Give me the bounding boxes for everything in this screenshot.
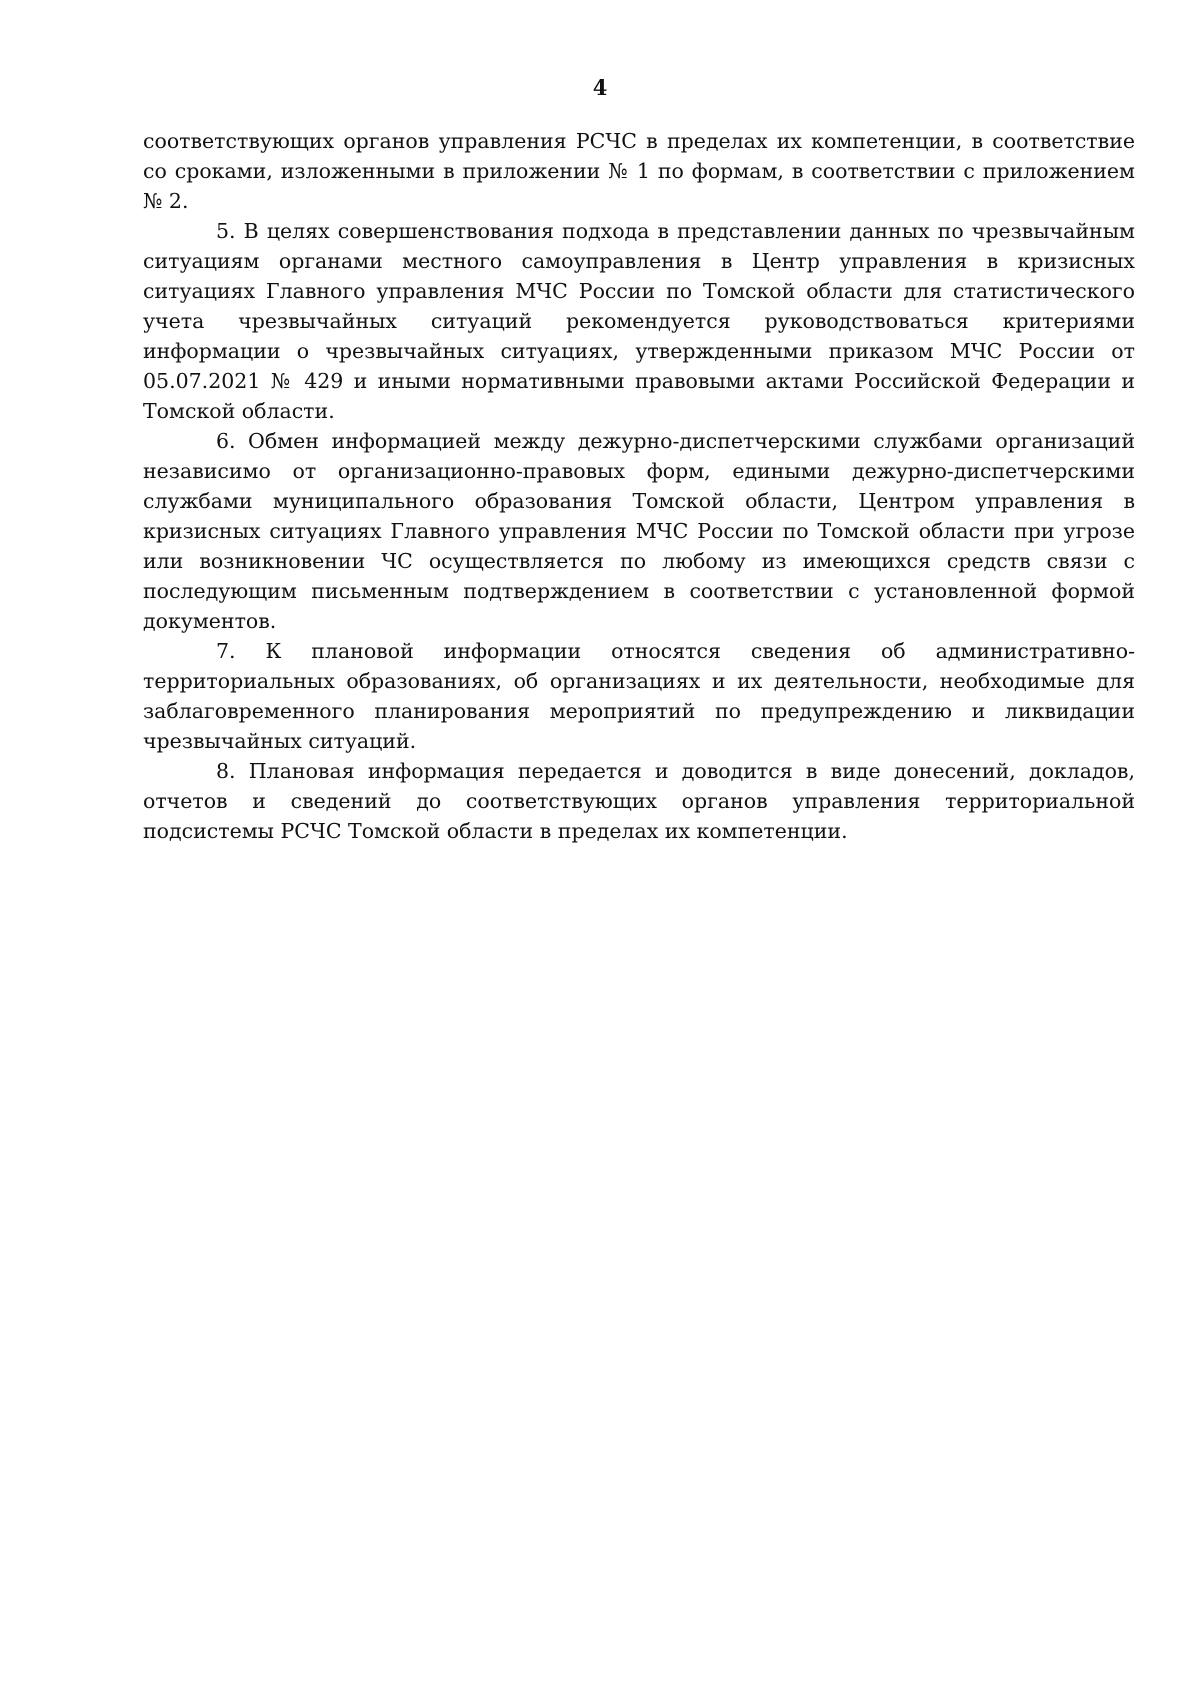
page-number: 4 [592, 75, 608, 100]
paragraph-item-5: 5. В целях совершенствования подхода в представлении данных по чрезвычайным ситуациям органами местного самоуправления в Центр управления в кризисных ситуациях Главного управления МЧС России по Томской области для статистического учета чрезвычайных ситуаций рекомендуется руководствоваться критериями информации о чрезвычайных ситуациях, утвержденными приказом МЧС России от 05.07.2021 № 429 и иными нормативными правовыми актами Российской Федерации и Томской области. [143, 219, 1135, 423]
paragraph-item-6: 6. Обмен информацией между дежурно-диспетчерскими службами организаций независимо от организационно-правовых форм, едиными дежурно-диспетчерскими службами муниципального образования Томской области, Центром управления в кризисных ситуациях Главного управления МЧС России по Томской области при угрозе или возникновении ЧС осуществляется по любому из имеющихся средств связи с последующим письменным подтверждением в соответствии с установленной формой документов. [143, 429, 1135, 633]
paragraph-item-8: 8. Плановая информация передается и доводится в виде донесений, докладов, отчетов и сведений до соответствующих органов управления территориальной подсистемы РСЧС Томской области в пределах их компетенции. [143, 759, 1135, 843]
paragraph-continuation: соответствующих органов управления РСЧС в пределах их компетенции, в соответствие со сроками, изложенными в приложении № 1 по формам, в соответствии с приложением № 2. [143, 129, 1135, 213]
document-body [143, 126, 1135, 846]
paragraph-item-7: 7. К плановой информации относятся сведения об административно-территориальных образованиях, об организациях и их деятельности, необходимые для заблаговременного планирования мероприятий по предупреждению и ликвидации чрезвычайных ситуаций. [143, 639, 1135, 753]
